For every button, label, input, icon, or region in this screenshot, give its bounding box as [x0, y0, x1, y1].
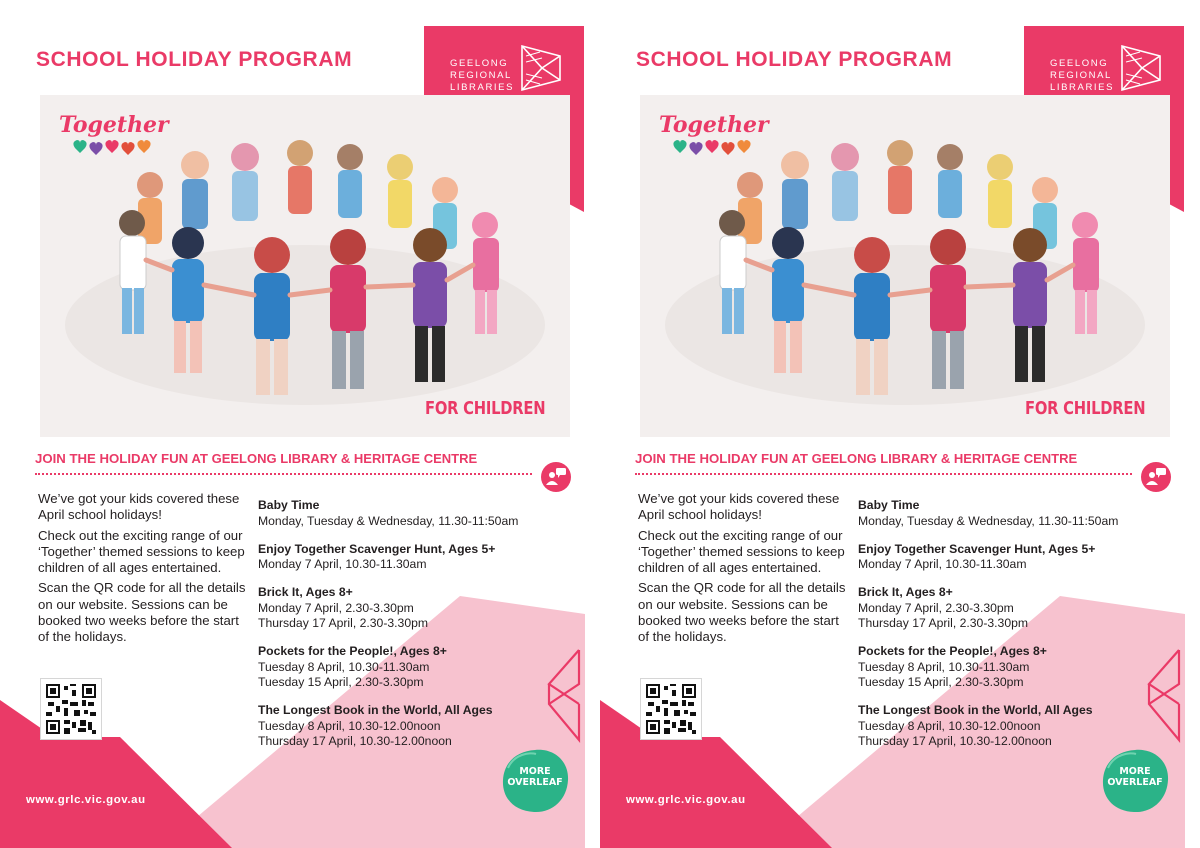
- session-item: [258, 542, 588, 573]
- intro-paragraph: Scan the QR code for all the details on our website. Sessions can be booked two weeks before the start of the holidays.: [638, 580, 846, 645]
- session-time: Monday 7 April, 2.30-3.30pm: [258, 600, 414, 615]
- session-list: [858, 498, 1188, 762]
- flyer-right: [600, 0, 1200, 848]
- for-children-label: FOR CHILDREN: [1025, 398, 1146, 419]
- logo-line-regional: REGIONAL: [1050, 70, 1112, 81]
- session-name: Pockets for the People!, Ages 8+: [258, 644, 447, 658]
- together-logo: [657, 104, 769, 166]
- library-logo-text: [450, 58, 514, 94]
- session-time: Monday 7 April, 10.30-11.30am: [858, 557, 1027, 571]
- session-item: [858, 542, 1188, 573]
- more-label: MORE: [519, 766, 551, 777]
- session-time: Tuesday 8 April, 10.30-11.30am: [858, 659, 1030, 674]
- overleaf-label: OVERLEAF: [1107, 777, 1163, 788]
- chat-people-icon: [541, 462, 571, 492]
- qr-code-icon[interactable]: [640, 678, 702, 740]
- together-logo-text: Together: [659, 112, 769, 138]
- intro-paragraph: Scan the QR code for all the details on our website. Sessions can be booked two weeks before the start of the holidays.: [38, 580, 246, 645]
- session-time: Monday, Tuesday & Wednesday, 11.30-11:50am: [258, 513, 519, 528]
- session-list: [258, 498, 588, 762]
- session-item: [858, 498, 1188, 529]
- session-name: Pockets for the People!, Ages 8+: [858, 644, 1047, 658]
- intro-paragraph: Check out the exciting range of our ‘Together’ themed sessions to keep children of all ages entertained.: [38, 527, 245, 576]
- logo-line-libraries: LIBRARIES: [450, 82, 515, 93]
- session-item: [858, 703, 1188, 750]
- session-item: [858, 644, 1188, 691]
- session-time: Thursday 17 April, 2.30-3.30pm: [258, 616, 429, 630]
- session-item: [858, 585, 1188, 632]
- join-heading: [35, 451, 477, 466]
- intro-paragraph: We’ve got your kids covered these April school holidays!: [38, 491, 240, 523]
- geelong-libraries-logo-icon: [1120, 44, 1162, 92]
- more-overleaf-badge: [1100, 748, 1170, 814]
- join-venue: GEELONG LIBRARY & HERITAGE CENTRE: [811, 451, 1078, 466]
- session-name: Brick It, Ages 8+: [858, 585, 953, 599]
- session-name: Enjoy Together Scavenger Hunt, Ages 5+: [258, 541, 496, 556]
- join-prefix: JOIN THE HOLIDAY FUN AT: [635, 451, 808, 466]
- session-name: Brick It, Ages 8+: [258, 585, 353, 599]
- logo-line-libraries: LIBRARIES: [1050, 82, 1115, 93]
- dotted-divider: [35, 473, 532, 475]
- intro-paragraph: We’ve got your kids covered these April school holidays!: [638, 491, 840, 523]
- session-time: Monday 7 April, 10.30-11.30am: [258, 557, 427, 571]
- logo-line-regional: REGIONAL: [450, 70, 512, 81]
- chat-people-icon: [1141, 462, 1171, 492]
- session-time: Tuesday 8 April, 10.30-11.30am: [258, 659, 430, 674]
- more-label: MORE: [1119, 766, 1151, 777]
- session-name: Baby Time: [858, 498, 920, 512]
- session-time: Monday, Tuesday & Wednesday, 11.30-11:50am: [858, 513, 1119, 528]
- qr-code-icon[interactable]: [40, 678, 102, 740]
- website-link[interactable]: www.grlc.vic.gov.au: [26, 794, 146, 806]
- intro-text: [38, 491, 250, 650]
- join-venue: GEELONG LIBRARY & HERITAGE CENTRE: [211, 451, 478, 466]
- intro-paragraph: Check out the exciting range of our ‘Together’ themed sessions to keep children of all ages entertained.: [638, 527, 845, 576]
- for-children-label: FOR CHILDREN: [425, 398, 546, 419]
- join-prefix: JOIN THE HOLIDAY FUN AT: [35, 451, 208, 466]
- join-heading: [635, 451, 1077, 466]
- dotted-divider: [635, 473, 1132, 475]
- program-title: SCHOOL HOLIDAY PROGRAM: [36, 48, 353, 71]
- session-time: Tuesday 15 April, 2.30-3.30pm: [858, 675, 1024, 689]
- session-item: [258, 498, 588, 529]
- session-time: Thursday 17 April, 10.30-12.00noon: [858, 734, 1052, 748]
- session-time: Thursday 17 April, 10.30-12.00noon: [258, 734, 452, 748]
- logo-line-geelong: GEELONG: [450, 58, 509, 69]
- together-logo-text: Together: [59, 112, 169, 138]
- session-name: The Longest Book in the World, All Ages: [258, 703, 493, 717]
- session-item: [258, 703, 588, 750]
- session-name: The Longest Book in the World, All Ages: [858, 703, 1093, 717]
- geelong-outline-mark-icon: [545, 648, 581, 744]
- session-item: [258, 644, 588, 691]
- logo-line-geelong: GEELONG: [1050, 58, 1109, 69]
- website-link[interactable]: www.grlc.vic.gov.au: [626, 794, 746, 806]
- session-time: Tuesday 8 April, 10.30-12.00noon: [258, 718, 441, 733]
- session-time: Tuesday 8 April, 10.30-12.00noon: [858, 718, 1041, 733]
- session-time: Tuesday 15 April, 2.30-3.30pm: [258, 675, 424, 689]
- session-time: Monday 7 April, 2.30-3.30pm: [858, 600, 1014, 615]
- geelong-libraries-logo-icon: [520, 44, 562, 92]
- session-name: Enjoy Together Scavenger Hunt, Ages 5+: [858, 541, 1096, 556]
- more-overleaf-badge: [500, 748, 570, 814]
- geelong-outline-mark-icon: [1145, 648, 1181, 744]
- session-item: [258, 585, 588, 632]
- intro-text: [638, 491, 850, 650]
- session-time: Thursday 17 April, 2.30-3.30pm: [858, 616, 1029, 630]
- program-title: SCHOOL HOLIDAY PROGRAM: [636, 48, 953, 71]
- overleaf-label: OVERLEAF: [507, 777, 563, 788]
- library-logo-text: [1050, 58, 1114, 94]
- session-name: Baby Time: [258, 498, 320, 512]
- together-logo: [57, 104, 169, 166]
